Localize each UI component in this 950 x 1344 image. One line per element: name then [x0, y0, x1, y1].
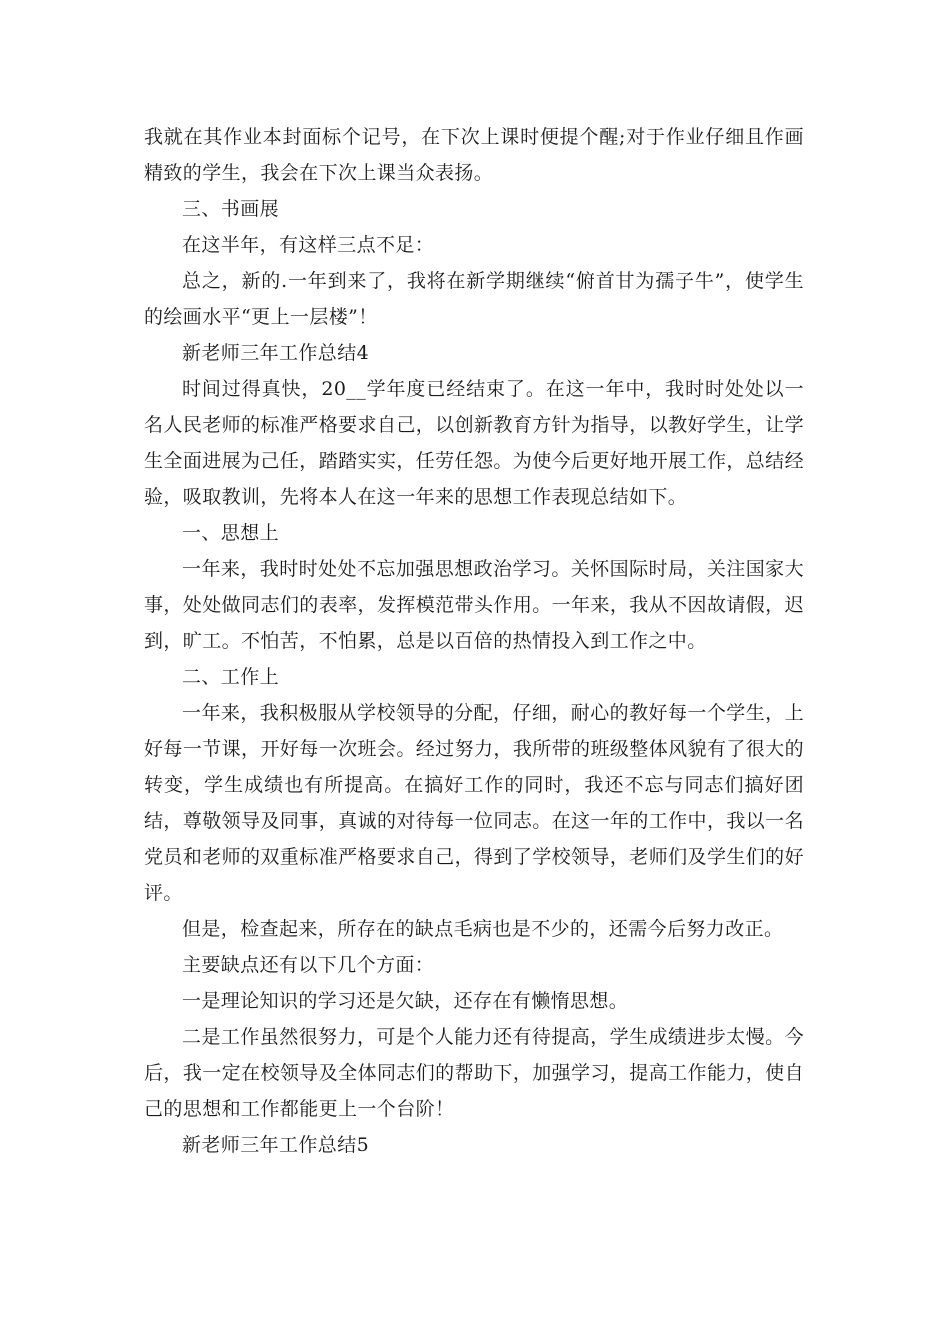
- article-title: 新老师三年工作总结5: [182, 1134, 370, 1156]
- section-heading: 一、思想上: [182, 522, 280, 544]
- article-title: 新老师三年工作总结4: [182, 342, 370, 364]
- paragraph: 总之，新的.一年到来了，我将在新学期继续“俯首甘为孺子牛”，使学生的绘画水平“更上一层楼”！: [144, 270, 804, 328]
- paragraph: 时间过得真快，20__学年度已经结束了。在这一年中，我时时处处以一名人民老师的标准严格要求自己，以创新教育方针为指导，以教好学生，让学生全面进展为己任，踏踏实实，任劳任怨。为使今后更好地开展工作，总结经验，吸取教训，先将本人在这一年来的思想工作表现总结如下。: [144, 378, 804, 508]
- paragraph: 但是，检查起来，所存在的缺点毛病也是不少的，还需今后努力改正。: [182, 918, 784, 940]
- section-heading: 二、工作上: [182, 666, 280, 688]
- paragraph: 一是理论知识的学习还是欠缺，还存在有懒惰思想。: [182, 990, 629, 1012]
- paragraph: 在这半年，有这样三点不足：: [182, 234, 435, 256]
- paragraph: 二是工作虽然很努力，可是个人能力还有待提高，学生成绩进步太慢。今后，我一定在校领导及全体同志们的帮助下，加强学习，提高工作能力，使自己的思想和工作都能更上一个台阶！: [144, 1026, 804, 1120]
- section-heading: 三、书画展: [182, 198, 280, 220]
- paragraph: 主要缺点还有以下几个方面：: [182, 954, 435, 976]
- paragraph: 一年来，我时时处处不忘加强思想政治学习。关怀国际时局，关注国家大事，处处做同志们的表率，发挥模范带头作用。一年来，我从不因故请假，迟到，旷工。不怕苦，不怕累，总是以百倍的热情投入到工作之中。: [144, 558, 804, 652]
- paragraph: 我就在其作业本封面标个记号，在下次上课时便提个醒;对于作业仔细且作画精致的学生，我会在下次上课当众表扬。: [144, 126, 804, 184]
- document-body: [144, 119, 804, 1163]
- paragraph: 一年来，我积极服从学校领导的分配，仔细，耐心的教好每一个学生，上好每一节课，开好每一次班会。经过努力，我所带的班级整体风貌有了很大的转变，学生成绩也有所提高。在搞好工作的同时，我还不忘与同志们搞好团结，尊敬领导及同事，真诚的对待每一位同志。在这一年的工作中，我以一名党员和老师的双重标准严格要求自己，得到了学校领导，老师们及学生们的好评。: [144, 702, 804, 904]
